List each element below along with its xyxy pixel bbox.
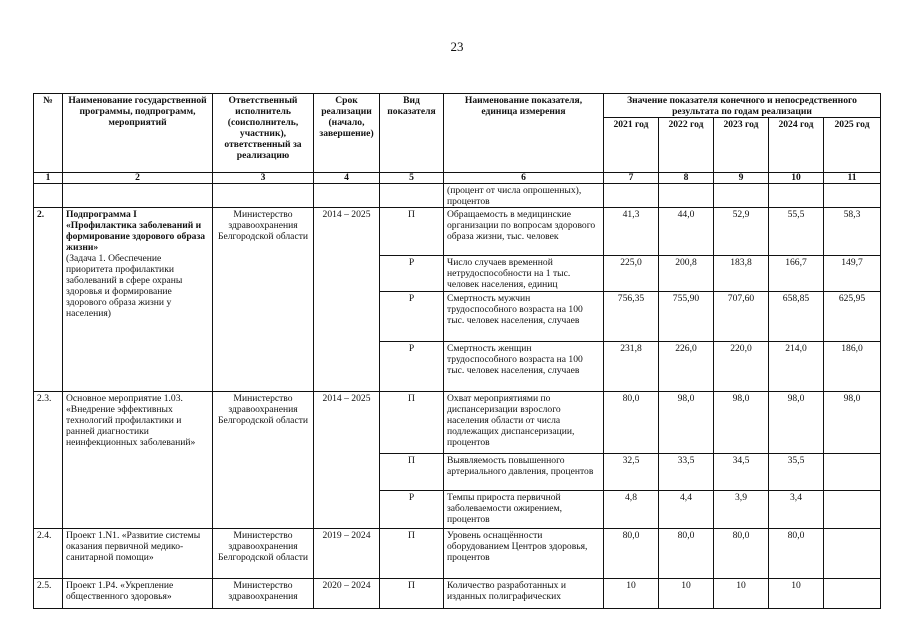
value-2025 bbox=[824, 491, 881, 529]
term: 2020 – 2024 bbox=[314, 579, 380, 609]
value-2025: 98,0 bbox=[824, 392, 881, 454]
value-2024: 35,5 bbox=[769, 454, 824, 491]
value-2023: 10 bbox=[714, 579, 769, 609]
indicator-type: П bbox=[380, 579, 444, 609]
indicator-name: Обращаемость в медицинские организации по вопросам здорового образа жизни, тыс. человек bbox=[444, 208, 604, 256]
value-2022: 80,0 bbox=[659, 529, 714, 579]
value-2023: 34,5 bbox=[714, 454, 769, 491]
header-type: Вид показателя bbox=[380, 94, 444, 173]
program-name: Проект 1.N1. «Развитие системы оказания первичной медико-санитарной помощи» bbox=[63, 529, 213, 579]
value-2023: 707,60 bbox=[714, 292, 769, 342]
column-number: 8 bbox=[659, 173, 714, 184]
header-no: № bbox=[34, 94, 63, 173]
value-2022: 200,8 bbox=[659, 256, 714, 292]
column-number: 2 bbox=[63, 173, 213, 184]
executor: Министерство здравоохранения bbox=[213, 579, 314, 609]
table-row bbox=[34, 579, 881, 609]
value-2022: 4,4 bbox=[659, 491, 714, 529]
indicator-type: П bbox=[380, 392, 444, 454]
value-2024: 214,0 bbox=[769, 342, 824, 392]
value-2025: 186,0 bbox=[824, 342, 881, 392]
row-number: 2.4. bbox=[34, 529, 63, 579]
program-name bbox=[63, 208, 213, 392]
table-row bbox=[34, 392, 881, 454]
value-2021: 4,8 bbox=[604, 491, 659, 529]
indicator-name: Смертность мужчин трудоспособного возраста на 100 тыс. человек населения, случаев bbox=[444, 292, 604, 342]
indicator-type: Р bbox=[380, 256, 444, 292]
value-2025 bbox=[824, 529, 881, 579]
row-number: 2.3. bbox=[34, 392, 63, 529]
value-2021: 225,0 bbox=[604, 256, 659, 292]
value-2024: 3,4 bbox=[769, 491, 824, 529]
value-2025 bbox=[824, 579, 881, 609]
value-2024: 658,85 bbox=[769, 292, 824, 342]
term: 2014 – 2025 bbox=[314, 392, 380, 529]
value-2023: 183,8 bbox=[714, 256, 769, 292]
value-2021: 32,5 bbox=[604, 454, 659, 491]
header-year-2023: 2023 год bbox=[714, 118, 769, 173]
value-2023: 3,9 bbox=[714, 491, 769, 529]
table-row bbox=[34, 208, 881, 256]
header-term: Срок реализации (начало, завершение) bbox=[314, 94, 380, 173]
value-2022: 44,0 bbox=[659, 208, 714, 256]
indicator-type: П bbox=[380, 208, 444, 256]
value-2024: 80,0 bbox=[769, 529, 824, 579]
value-2024: 10 bbox=[769, 579, 824, 609]
value-2023: 98,0 bbox=[714, 392, 769, 454]
header-year-2022: 2022 год bbox=[659, 118, 714, 173]
value-2023: 220,0 bbox=[714, 342, 769, 392]
indicator-name: Уровень оснащённости оборудованием Центров здоровья, процентов bbox=[444, 529, 604, 579]
table-row bbox=[34, 529, 881, 579]
value-2022: 33,5 bbox=[659, 454, 714, 491]
indicator-type: Р bbox=[380, 342, 444, 392]
term: 2014 – 2025 bbox=[314, 208, 380, 392]
indicator-type: П bbox=[380, 454, 444, 491]
indicator-type: П bbox=[380, 529, 444, 579]
column-numbers-row bbox=[34, 173, 881, 184]
indicator-name: Количество разработанных и изданных полиграфических bbox=[444, 579, 604, 609]
column-number: 11 bbox=[824, 173, 881, 184]
program-name: Проект 1.Р4. «Укрепление общественного здоровья» bbox=[63, 579, 213, 609]
executor: Министерство здравоохранения Белгородской области bbox=[213, 208, 314, 392]
page-number: 23 bbox=[450, 39, 464, 54]
value-2021: 80,0 bbox=[604, 392, 659, 454]
term: 2019 – 2024 bbox=[314, 529, 380, 579]
row-number: 2.5. bbox=[34, 579, 63, 609]
executor: Министерство здравоохранения Белгородской области bbox=[213, 392, 314, 529]
program-description: (Задача 1. Обеспечение приоритета профилактики заболеваний в сфере охраны здоровья и формирование здорового образа жизни у населения) bbox=[66, 253, 183, 319]
value-2021: 80,0 bbox=[604, 529, 659, 579]
indicator-type: Р bbox=[380, 292, 444, 342]
value-2025 bbox=[824, 454, 881, 491]
value-2025: 149,7 bbox=[824, 256, 881, 292]
program-name: Основное мероприятие 1.03. «Внедрение эффективных технологий профилактики и ранней диагностики неинфекционных заболеваний» bbox=[63, 392, 213, 529]
value-2023: 52,9 bbox=[714, 208, 769, 256]
value-2021: 231,8 bbox=[604, 342, 659, 392]
executor: Министерство здравоохранения Белгородской области bbox=[213, 529, 314, 579]
header-year-2025: 2025 год bbox=[824, 118, 881, 173]
indicator-name: Темпы прироста первичной заболеваемости ожирением, процентов bbox=[444, 491, 604, 529]
column-number: 4 bbox=[314, 173, 380, 184]
header-year-2021: 2021 год bbox=[604, 118, 659, 173]
table-row bbox=[34, 184, 881, 208]
value-2021: 10 bbox=[604, 579, 659, 609]
indicator-name: (процент от числа опрошенных), процентов bbox=[444, 184, 604, 208]
value-2025: 58,3 bbox=[824, 208, 881, 256]
indicator-name: Смертность женщин трудоспособного возраста на 100 тыс. человек населения, случаев bbox=[444, 342, 604, 392]
indicators-table bbox=[33, 93, 881, 609]
column-number: 3 bbox=[213, 173, 314, 184]
indicator-type: Р bbox=[380, 491, 444, 529]
column-number: 10 bbox=[769, 173, 824, 184]
value-2024: 55,5 bbox=[769, 208, 824, 256]
indicator-name: Охват мероприятиями по диспансеризации взрослого населения области от числа подлежащих диспансеризации, процентов bbox=[444, 392, 604, 454]
value-2024: 166,7 bbox=[769, 256, 824, 292]
header-indicator: Наименование показателя, единица измерения bbox=[444, 94, 604, 173]
value-2022: 98,0 bbox=[659, 392, 714, 454]
value-2021: 756,35 bbox=[604, 292, 659, 342]
column-number: 9 bbox=[714, 173, 769, 184]
indicator-name: Выявляемость повышенного артериального давления, процентов bbox=[444, 454, 604, 491]
value-2022: 755,90 bbox=[659, 292, 714, 342]
indicator-name: Число случаев временной нетрудоспособности на 1 тыс. человек населения, единиц bbox=[444, 256, 604, 292]
header-values: Значение показателя конечного и непосредственного результата по годам реализации bbox=[604, 94, 881, 118]
column-number: 6 bbox=[444, 173, 604, 184]
value-2022: 226,0 bbox=[659, 342, 714, 392]
header-executor: Ответственный исполнитель (соисполнитель, участник), ответственный за реализацию bbox=[213, 94, 314, 173]
value-2021: 41,3 bbox=[604, 208, 659, 256]
column-number: 7 bbox=[604, 173, 659, 184]
value-2023: 80,0 bbox=[714, 529, 769, 579]
header-year-2024: 2024 год bbox=[769, 118, 824, 173]
column-number: 1 bbox=[34, 173, 63, 184]
row-number: 2. bbox=[34, 208, 63, 392]
value-2024: 98,0 bbox=[769, 392, 824, 454]
header-name: Наименование государственной программы, подпрограмм, мероприятий bbox=[63, 94, 213, 173]
value-2022: 10 bbox=[659, 579, 714, 609]
value-2025: 625,95 bbox=[824, 292, 881, 342]
column-number: 5 bbox=[380, 173, 444, 184]
program-title: Подпрограмма I «Профилактика заболеваний и формирование здорового образа жизни» bbox=[66, 209, 206, 253]
